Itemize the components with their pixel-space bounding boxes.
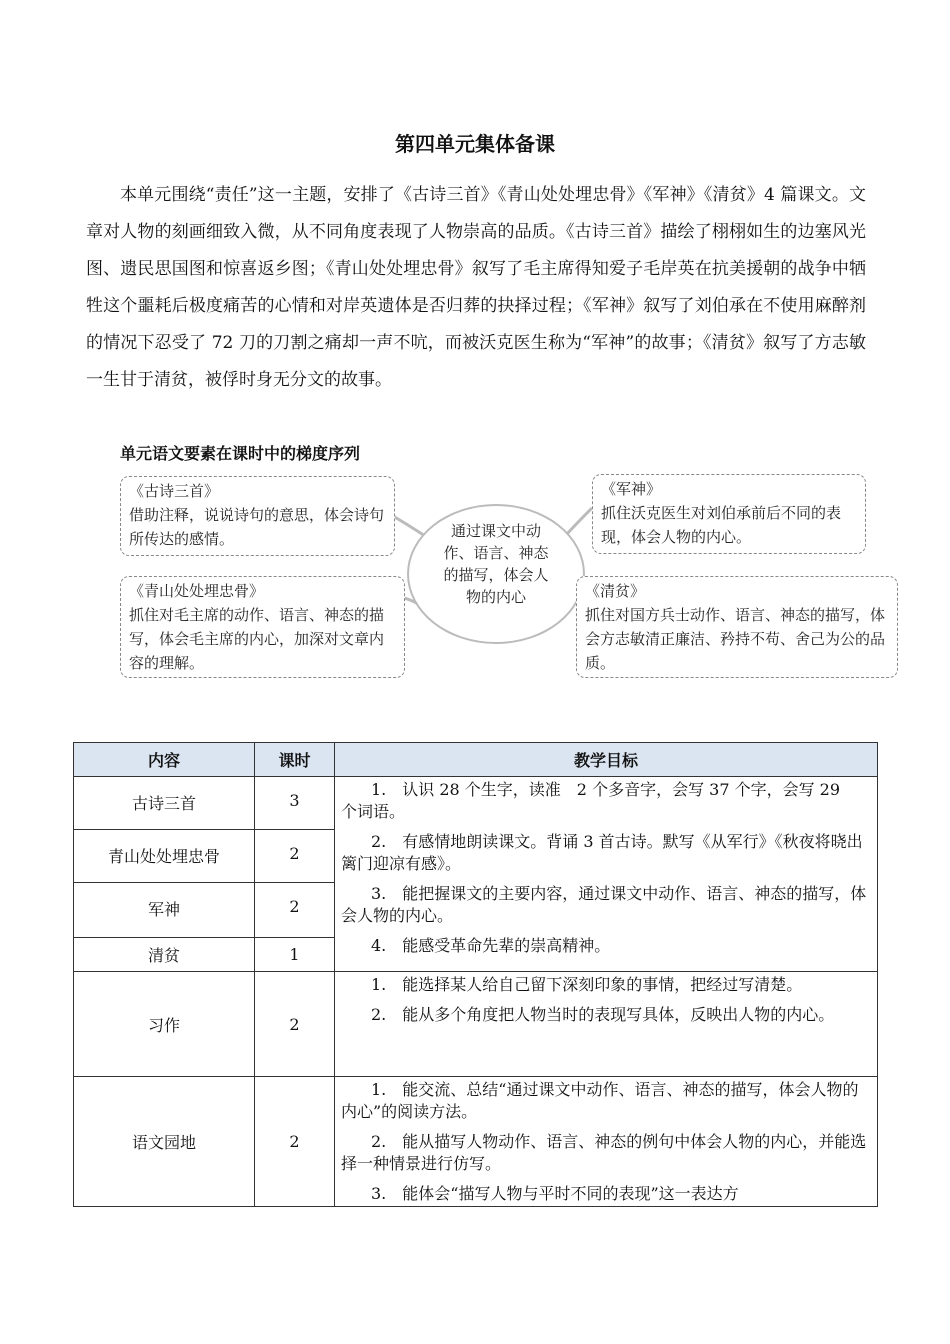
table-row [74,1077,878,1207]
goal-item: 1. 认识 28 个生字，读准 2 个多音字，会写 37 个字，会写 29 个词语。 [341,780,857,821]
sequence-heading: 单元语文要素在课时中的梯度序列 [120,444,361,463]
map-box-junshen [592,474,866,554]
map-box-qingshan [120,576,405,678]
table-row [74,972,878,1077]
intro-paragraph: 本单元围绕“责任”这一主题，安排了《古诗三首》《青山处处埋忠骨》《军神》《清贫》4 篇课文。文章对人物的刻画细致入微，从不同角度表现了人物崇高的品质。《古诗三首》描绘了栩栩如生的边塞风光图、遗民思国图和惊喜返乡图；《青山处处埋忠骨》叙写了毛主席得知爱子毛岸英在抗美援朝的战争中牺牲这个噩耗后极度痛苦的心情和对岸英遗体是否归葬的抉择过程；《军神》叙写了刘伯承在不使用麻醉剂的情况下忍受了 72 刀的刀割之痛却一声不吭，而被沃克医生称为“军神”的故事；《清贫》叙写了方志敏一生甘于清贫，被俘时身无分文的故事。 [86,185,866,390]
page-title: 第四单元集体备课 [395,132,555,156]
goal-item: 4. 能感受革命先辈的崇高精神。 [371,936,611,955]
map-box-text: 抓住沃克医生对刘伯承前后不同的表现，体会人物的内心。 [601,504,842,546]
goal-item: 2. 能从多个角度把人物当时的表现写具体，反映出人物的内心。 [371,1005,835,1024]
map-box-text: 借助注释，说说诗句的意思，体会诗句所传达的感情。 [129,506,385,548]
map-box-text: 抓住对国方兵士动作、语言、神态的描写，体会方志敏清正廉洁、矜持不苟、舍己为公的品质。 [585,606,886,672]
map-box-gushi [120,476,395,556]
header-content: 内容 [74,743,255,777]
goals-cell [335,972,878,1077]
content-cell: 古诗三首 [74,777,255,830]
content-cell: 青山处处埋忠骨 [74,830,255,883]
goal-item: 2. 有感情地朗读课文。背诵 3 首古诗。默写《从军行》《秋夜将晓出篱门迎凉有感》。 [341,832,863,873]
map-box-title: 《军神》 [601,480,662,498]
goals-cell [335,1077,878,1207]
content-cell: 军神 [74,883,255,938]
hours-cell: 2 [255,1077,335,1207]
content-cell: 习作 [74,972,255,1077]
goal-item: 1. 能交流、总结“通过课文中动作、语言、神态的描写，体会人物的内心”的阅读方法。 [341,1080,859,1121]
hours-cell: 2 [255,830,335,883]
hours-cell: 2 [255,972,335,1077]
table-header-row [74,743,878,777]
hours-cell: 3 [255,777,335,830]
header-goals: 教学目标 [335,743,878,777]
table-row [74,777,878,830]
map-center-theme: 通过课文中动作、语言、神态的描写，体会人物的内心 [407,504,585,644]
map-box-qingpin [576,576,898,678]
goal-item: 2. 能从描写人物动作、语言、神态的例句中体会人物的内心，并能选择一种情景进行仿写。 [341,1132,867,1173]
goal-item: 3. 能把握课文的主要内容，通过课文中动作、语言、神态的描写，体会人物的内心。 [341,884,867,925]
hours-cell: 2 [255,883,335,938]
goal-item: 1. 能选择某人给自己留下深刻印象的事情，把经过写清楚。 [371,975,803,994]
map-box-text: 抓住对毛主席的动作、语言、神态的描写，体会毛主席的内心，加深对文章内容的理解。 [129,606,385,672]
map-box-title: 《清贫》 [585,582,646,600]
mind-map [110,468,900,688]
content-cell: 语文园地 [74,1077,255,1207]
goals-cell [335,777,878,972]
header-hours: 课时 [255,743,335,777]
hours-cell: 1 [255,938,335,972]
map-box-title: 《青山处处埋忠骨》 [129,582,265,600]
map-box-title: 《古诗三首》 [129,482,220,500]
goal-item: 3. 能体会“描写人物与平时不同的表现”这一表达方 [371,1184,739,1203]
lesson-plan-table [73,742,878,1207]
content-cell: 清贫 [74,938,255,972]
